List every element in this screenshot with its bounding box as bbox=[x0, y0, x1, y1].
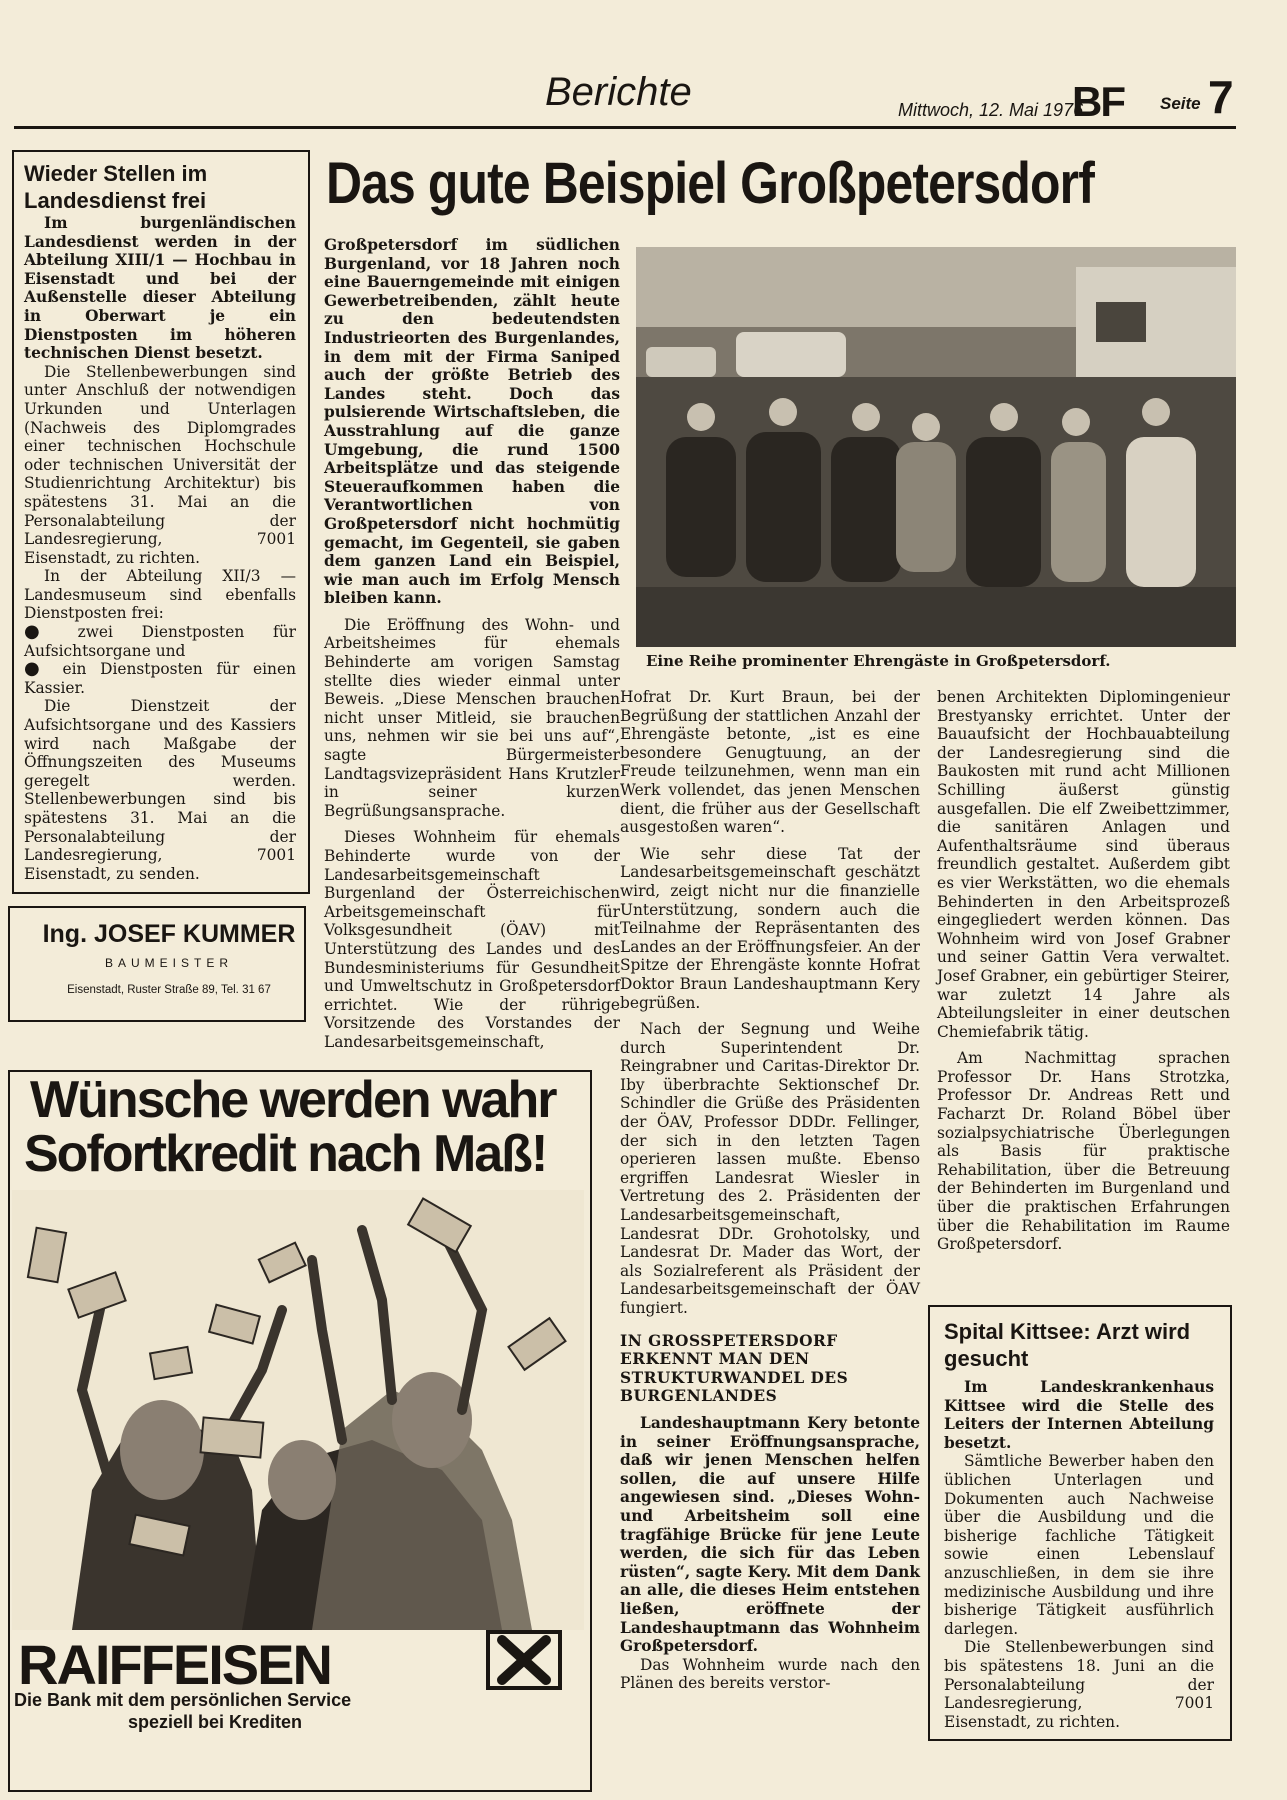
main-article-lead: Großpetersdorf im südlichen Burgenland, vor 18 Jahren noch eine Bauerngemeinde mit einigen Gewerbetreibenden, zählt heute zu den bedeutendsten Industrieorten des Burgenlandes, in dem mit der Firma Saniped auch der größte Betrieb des Landes steht. Doch das pulsierende Wirtschaftsleben, die Ausstrahlung auf die ganze Umgebung, die rund 1500 Arbeitsplätze und das steigende Steueraufkommen haben die Verantwortlichen von Großpetersdorf nicht hochmütig gemacht, im Gegenteil, sie gaben dem ganzen Land ein Beispiel, wie man auch im Erfolg Mensch bleiben kann. bbox=[324, 236, 620, 608]
spital-article-paragraph: Sämtliche Bewerber haben den üblichen Unterlagen und Dokumenten auch Nachweise über die Ausbildung und die bisherige fachliche Tätigkeit sowie einen Lebenslauf anzuschließen, in dem sie ihre medizinische Ausbildung und ihre bisherige Tätigkeit ausführlich darlegen. bbox=[944, 1452, 1214, 1638]
main-article-paragraph: Nach der Segnung und Weihe durch Superintendent Dr. Reingrabner und Caritas-Direktor Dr. Iby überbrachte Sektionschef Dr. Schindler die Grüße des Präsidenten der ÖAV, Professor DDDr. Fellinger, der sich in den letzten Tagen operieren lassen mußte. Ebenso ergriffen Landesrat Wiesler in Vertretung des 2. Präsidenten der Landesarbeitsgemeinschaft, Landesrat DDr. Grohotolsky, und Landesrat Dr. Mader das Wort, der als Sozialreferent als Präsident der Landesarbeitsgemeinschaft der ÖAV fungiert. bbox=[620, 1020, 920, 1317]
ad-raiffeisen-slogan-2: speziell bei Krediten bbox=[128, 1712, 303, 1732]
newspaper-logo: BF bbox=[1072, 78, 1124, 125]
ad-kummer-name: Ing. JOSEF KUMMER bbox=[42, 920, 296, 948]
event-photo bbox=[636, 247, 1236, 647]
main-article-paragraph: Dieses Wohnheim für ehemals Behinderte wurde von der Landesarbeitsgemeinschaft Burgenland der Österreichischen Arbeitsgemeinschaft für Volksgesundheit (ÖAV) mit Unterstützung des Landes und des Bundesministeriums für Gesundheit und Umweltschutz in Großpetersdorf errichtet. Wie der rührige Vorsitzende des Vorstandes der Landesarbeitsgemeinschaft, bbox=[324, 828, 620, 1051]
sidebar-article-paragraph: Die Dienstzeit der Aufsichtsorgane und des Kassiers wird nach Maßgabe der Öffnungszeiten des Museums geregelt werden. Stellenbewerbungen sind bis spätestens 31. Mai an die Personalabteilung der Landesregierung, 7001 Eisenstadt, zu senden. bbox=[24, 697, 296, 883]
ad-kummer-address: Eisenstadt, Ruster Straße 89, Tel. 31 67 bbox=[67, 984, 271, 996]
event-photo-image bbox=[636, 247, 1236, 647]
main-article-column-1 bbox=[324, 236, 620, 1052]
main-article-paragraph: Wie sehr diese Tat der Landesarbeitsgemeinschaft geschätzt wird, zeigt nicht nur die finanzielle Unterstützung, sondern auch die Teilnahme der Repräsentanten des Landes an der Eröffnungsfeier. An der Spitze der Ehrengäste konnte Hofrat Doktor Braun Landeshauptmann Kery begrüßen. bbox=[620, 844, 920, 1012]
main-article-paragraph: Landeshauptmann Kery betonte in seiner Eröffnungsansprache, daß wir jenen Menschen helfen sollen, die auf unsere Hilfe angewiesen sind. „Dieses Wohn- und Arbeitsheim soll eine tragfähige Brücke für jene Leute werden, die sich für das Leben rüsten“, sagte Kery. Mit dem Dank an alle, die dieses Heim entstehen ließen, eröffnete der Landeshauptmann das Wohnheim Großpetersdorf. bbox=[620, 1413, 920, 1656]
ad-raiffeisen-subheadline: Sofortkredit nach Maß! bbox=[24, 1125, 547, 1183]
sidebar-article bbox=[24, 160, 296, 883]
main-article-paragraph: Am Nachmittag sprachen Professor Dr. Hans Strotzka, Professor Dr. Andreas Rett und Facharzt Dr. Roland Böbel über sozialpsychiatrische Überlegungen als Basis für praktische Rehabilitation, über die Betreuung der Behinderten im Burgenland und über die praktischen Erfahrungen über die Rehabilitation im Raume Großpetersdorf. bbox=[937, 1049, 1230, 1254]
spital-article-lead: Im Landeskrankenhaus Kittsee wird die Stelle des Leiters der Internen Abteilung besetzt. bbox=[944, 1378, 1214, 1452]
main-article-paragraph: Hofrat Dr. Kurt Braun, bei der Begrüßung der stattlichen Anzahl der Ehrengäste betonte, „ist es eine besondere Genugtuung, an der Freude teilzunehmen, wenn man ein Werk vollendet, das jenen Menschen dient, die früher aus der Gesellschaft ausgestoßen waren“. bbox=[620, 688, 920, 837]
spital-article-title: Spital Kittsee: Arzt wird gesucht bbox=[944, 1319, 1191, 1371]
ad-kummer-profession: BAUMEISTER bbox=[104, 956, 233, 970]
main-article-column-2 bbox=[620, 688, 920, 1693]
sidebar-article-lead: Im burgenländischen Landesdienst werden in der Abteilung XIII/1 — Hochbau in Eisenstadt und bei der Außenstelle dieser Abteilung in Oberwart je ein Dienstposten im höheren technischen Dienst besetzt. bbox=[24, 214, 296, 363]
main-article-subhead: IN GROSSPETERSDORF ERKENNT MAN DEN STRUKTURWANDEL DES BURGENLANDES bbox=[620, 1331, 849, 1406]
ad-raiffeisen-slogan: Die Bank mit dem persönlichen Service bbox=[14, 1690, 352, 1710]
page-label: Seite bbox=[1160, 94, 1201, 113]
main-article-column-3 bbox=[937, 688, 1230, 1254]
photo-caption: Eine Reihe prominenter Ehrengäste in Großpetersdorf. bbox=[646, 652, 1111, 670]
spital-article bbox=[944, 1318, 1214, 1731]
raiffeisen-cross-icon bbox=[486, 1630, 562, 1690]
main-headline: Das gute Beispiel Großpetersdorf bbox=[326, 151, 1094, 216]
section-title: Berichte bbox=[545, 70, 692, 114]
sidebar-article-title: Wieder Stellen im Landesdienst frei bbox=[24, 161, 208, 213]
sidebar-bullet-item: ● ein Dienstposten für einen Kassier. bbox=[24, 660, 296, 697]
main-article-paragraph: Das Wohnheim wurde nach den Plänen des bereits verstor- bbox=[620, 1655, 920, 1693]
main-article-paragraph: benen Architekten Diplomingenieur Brestyansky errichtet. Unter der Bauaufsicht der Hochbauabteilung der Landesregierung sind die Baukosten mit rund acht Millionen Schilling äußerst günstig ausgefallen. Die elf Zweibettzimmer, die sanitären Anlagen und Aufenthaltsräume sind überaus freundlich gestaltet. Außerdem gibt es vier Werkstätten, wo die ehemals Behinderten in den Arbeitsprozeß eingegliedert werden können. Das Wohnheim wird von Josef Grabner und seiner Gattin Vera verwaltet. Josef Grabner, ein gebürtiger Steirer, war zuletzt 14 Jahre als Abteilungsleiter in einer deutschen Chemiefabrik tätig. bbox=[937, 688, 1230, 1041]
sidebar-article-paragraph: Die Stellenbewerbungen sind unter Anschluß der notwendigen Urkunden und Unterlagen (Nachweis des Diplomgrades einer technischen Hochschule oder technischen Universität der Studienrichtung Architektur) bis spätestens 31. Mai an die Personalabteilung der Landesregierung, 7001 Eisenstadt, zu richten. bbox=[24, 362, 296, 567]
page-number: 7 bbox=[1208, 71, 1234, 123]
issue-date: Mittwoch, 12. Mai 1976 bbox=[898, 100, 1084, 120]
spital-article-paragraph: Die Stellenbewerbungen sind bis spätestens 18. Juni an die Personalabteilung der Landesregierung, 7001 Eisenstadt, zu richten. bbox=[944, 1638, 1214, 1731]
header-rule bbox=[14, 126, 1236, 129]
sidebar-bullet-item: ● zwei Dienstposten für Aufsichtsorgane und bbox=[24, 623, 296, 660]
sidebar-article-paragraph: In der Abteilung XII/3 — Landesmuseum sind ebenfalls Dienstposten frei: bbox=[24, 567, 296, 623]
ad-raiffeisen-illustration bbox=[12, 1190, 584, 1630]
ad-raiffeisen-headline: Wünsche werden wahr bbox=[30, 1071, 556, 1129]
ad-raiffeisen-brand: RAIFFEISEN bbox=[18, 1633, 331, 1696]
main-article-paragraph: Die Eröffnung des Wohn- und Arbeitsheimes für ehemals Behinderte am vorigen Samstag stellte dies wieder einmal unter Beweis. „Diese Menschen brauchen nicht unser Mitleid, sie brauchen uns, nehmen wir sie bei uns auf“, sagte Bürgermeister Landtagsvizepräsident Hans Krutzler in seiner kurzen Begrüßungsansprache. bbox=[324, 615, 620, 820]
